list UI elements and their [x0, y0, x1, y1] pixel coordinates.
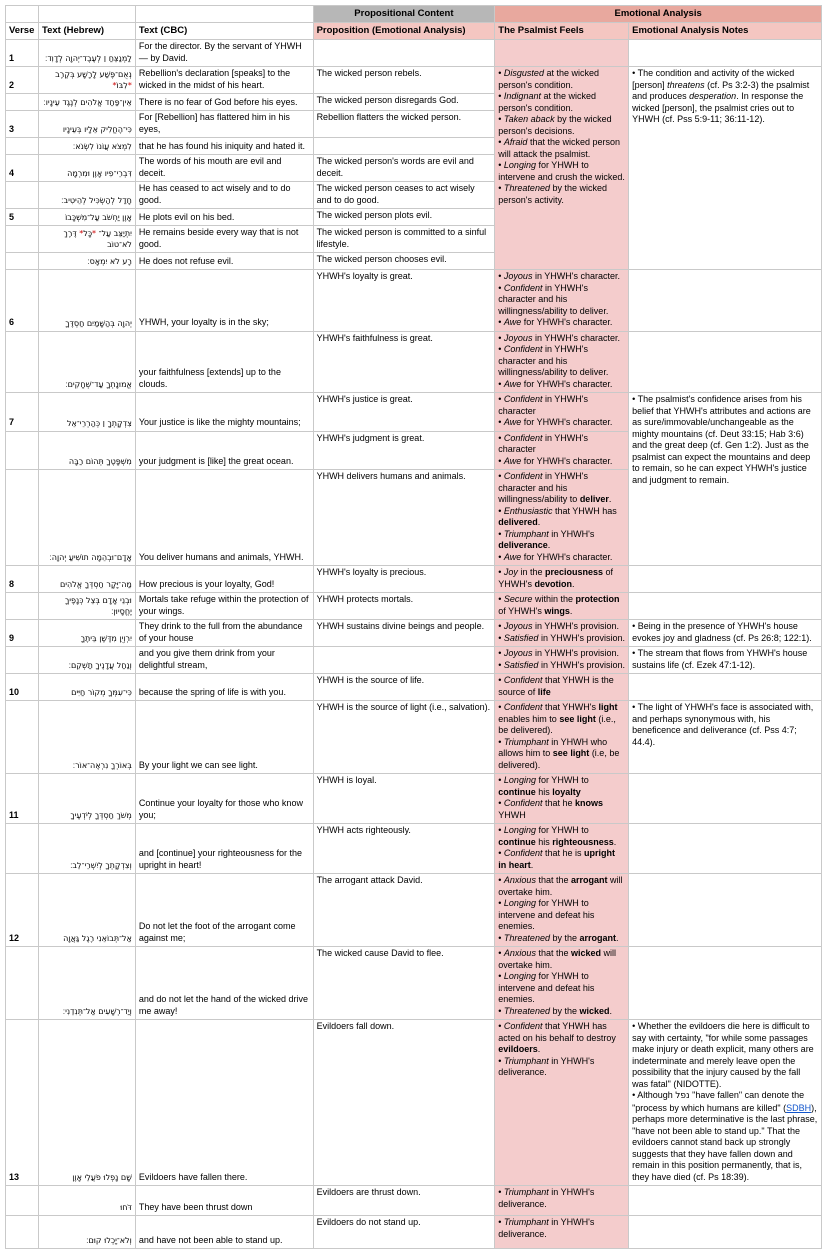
proposition-cell: The wicked person is committed to a sinful lifestyle. — [313, 226, 495, 253]
hebrew-text-cell: צִדְקָתְךָ ׀ כְּהַרְרֵי־אֵל — [38, 393, 135, 432]
notes-cell — [629, 40, 822, 67]
proposition-cell: YHWH is the source of life. — [313, 674, 495, 701]
bullet-item: • Triumphant in YHWH's deliverance. — [498, 1187, 595, 1209]
bullet-item: • Longing for YHWH to intervene and crush the wicked. — [498, 160, 625, 182]
hebrew-text-cell: וְצִדְקָתְךָ לְיִשְׁרֵי־לֵב׃ — [38, 824, 135, 874]
bullet-item: • Confident that YHWH has acted on his behalf to destroy evildoers. — [498, 1021, 616, 1054]
hebrew-text-cell: מְשֹׁךְ חַסְדְּךָ לְיֹדְעֶיךָ — [38, 774, 135, 824]
bullet-item: • Awe for YHWH's character. — [498, 417, 613, 427]
cbc-text-cell: He does not refuse evil. — [135, 253, 313, 270]
cbc-text-cell: Do not let the foot of the arrogant come against me; — [135, 874, 313, 947]
bullet-item: • The condition and activity of the wicked [person] threatens (cf. Ps 3:2-3) the psalmist and produces desperation. In response the wicked [person], the psalmist cries out to YHWH (cf. Pss 5:9-11; 36:11-12). — [632, 68, 810, 124]
hebrew-text-cell: וְנַחַל עֲדָנֶיךָ תַשְׁקֵם׃ — [38, 647, 135, 674]
bullet-item: • Enthusiastic that YHWH has delivered. — [498, 505, 617, 527]
hebrew-text-cell: לִמְצֹא עֲוֹנוֹ לִשְׂנֹא׃ — [38, 138, 135, 155]
verse-cell: 6 — [6, 270, 39, 332]
verse-cell: 1 — [6, 40, 39, 67]
group-header-row — [6, 6, 822, 23]
bullet-item: • The psalmist's confidence arises from his belief that YHWH's attributes and actions are as sure/immovable/unchangeable as the mighty mountains (cf. Deut 33:15; Hab 3:6) and the great deep (cf. Gen 1:2). Just as the psalmist can expect the mountains and deep to remain, so he can expect YHWH's justice and judgment to remain. — [632, 394, 811, 485]
proposition-cell — [313, 40, 495, 67]
verse-cell — [6, 1186, 39, 1216]
notes-cell — [629, 566, 822, 593]
proposition-cell: The wicked person plots evil. — [313, 209, 495, 226]
table-row — [6, 331, 822, 393]
hebrew-text-cell: נְאֻם־פֶּשַׁע לָרָשָׁע בְּקֶרֶב *לִבּוֹ* — [38, 67, 135, 94]
cbc-text-cell: Mortals take refuge within the protection of your wings. — [135, 593, 313, 620]
verse-cell — [6, 226, 39, 253]
verse-cell: 9 — [6, 620, 39, 647]
verse-cell: 11 — [6, 774, 39, 824]
cbc-text-cell: They have been thrust down — [135, 1186, 313, 1216]
verse-cell: 4 — [6, 155, 39, 182]
psalmist-feels-cell — [495, 620, 629, 647]
verse-cell: 7 — [6, 393, 39, 432]
verse-cell: 5 — [6, 209, 39, 226]
verse-cell — [6, 1216, 39, 1249]
hebrew-text-cell: אָוֶן יַחְשֹׁב עַל־מִשְׁכָּבוֹ — [38, 209, 135, 226]
psalmist-feels-column-header: The Psalmist Feels — [495, 23, 629, 40]
blank-header-cell — [135, 6, 313, 23]
bullet-item: • Confident that YHWH's light enables him to see light (i.e., be delivered). — [498, 702, 618, 735]
cbc-text-cell: You deliver humans and animals, YHWH. — [135, 470, 313, 566]
verse-cell — [6, 593, 39, 620]
psalmist-feels-cell — [495, 393, 629, 432]
verse-cell — [6, 647, 39, 674]
proposition-cell: YHWH sustains divine beings and people. — [313, 620, 495, 647]
table-row — [6, 1216, 822, 1249]
notes-cell — [629, 593, 822, 620]
verse-cell: 12 — [6, 874, 39, 947]
notes-cell — [629, 947, 822, 1020]
cbc-text-cell: By your light we can see light. — [135, 701, 313, 774]
bullet-item: • Longing for YHWH to continue his loyalty — [498, 775, 589, 797]
cbc-text-cell: For [Rebellion] has flattered him in his eyes, — [135, 111, 313, 138]
cbc-text-cell: and you give them drink from your delightful stream, — [135, 647, 313, 674]
bullet-item: • Joyous in YHWH's character. — [498, 332, 621, 343]
bullet-item: • Triumphant in YHWH's deliverance. — [498, 1217, 595, 1239]
notes-cell — [629, 331, 822, 393]
bullet-item: • The light of YHWH's face is associated with, and perhaps synonymous with, his beneficence and deliverance (cf. Pss 4:7; 44.4). — [632, 702, 814, 747]
hebrew-text-cell: מִשְׁפָּטֶךָ תְּהוֹם רַבָּה — [38, 431, 135, 470]
hebrew-text-cell: וְיַד־רְשָׁעִים אַל־תְּנִדֵנִי׃ — [38, 947, 135, 1020]
cbc-text-cell: He has ceased to act wisely and to do good. — [135, 182, 313, 209]
proposition-cell: The wicked person chooses evil. — [313, 253, 495, 270]
hebrew-text-cell: חָדַל לְהַשְׂכִּיל לְהֵיטִיב׃ — [38, 182, 135, 209]
proposition-cell — [313, 138, 495, 155]
bullet-item: • Satisfied in YHWH's provision. — [498, 659, 626, 670]
table-row — [6, 393, 822, 432]
cbc-text-cell: and have not been able to stand up. — [135, 1216, 313, 1249]
cbc-text-cell: Your justice is like the mighty mountains; — [135, 393, 313, 432]
psalmist-feels-cell — [495, 647, 629, 674]
cbc-column-header: Text (CBC) — [135, 23, 313, 40]
cbc-text-cell: For the director. By the servant of YHWH — by David. — [135, 40, 313, 67]
proposition-cell: YHWH's loyalty is great. — [313, 270, 495, 332]
bullet-item: • Indignant at the wicked person's condition. — [498, 91, 596, 113]
psalmist-feels-cell — [495, 947, 629, 1020]
proposition-cell: YHWH's justice is great. — [313, 393, 495, 432]
hebrew-text-cell: וְלֹא־יָכְלוּ קוּם׃ — [38, 1216, 135, 1249]
table-row — [6, 566, 822, 593]
proposition-cell: The wicked person rebels. — [313, 67, 495, 94]
propositional-content-group-header: Propositional Content — [313, 6, 495, 23]
notes-cell — [629, 393, 822, 566]
bullet-item: • Threatened by the wicked. — [498, 1005, 613, 1016]
bullet-item: • Joy in the preciousness of YHWH's devotion. — [498, 567, 614, 589]
sdbh-link[interactable]: SDBH — [786, 1102, 812, 1113]
verse-cell — [6, 331, 39, 393]
table-row — [6, 647, 822, 674]
proposition-cell: The wicked person ceases to act wisely and to do good. — [313, 182, 495, 209]
psalmist-feels-cell — [495, 331, 629, 393]
hebrew-text-cell: יִרְוְיֻן מִדֶּשֶׁן בֵּיתֶךָ — [38, 620, 135, 647]
bullet-item: • Threatened by the wicked person's activity. — [498, 183, 607, 205]
bullet-item: • Joyous in YHWH's provision. — [498, 621, 620, 631]
psalmist-feels-cell — [495, 67, 629, 270]
verse-cell — [6, 947, 39, 1020]
hebrew-text-cell: וּבְנֵי אָדָם בְּצֵל כְּנָפֶיךָ יֶחֱסָיוּן׃ — [38, 593, 135, 620]
proposition-cell: The arrogant attack David. — [313, 874, 495, 947]
notes-cell — [629, 620, 822, 647]
verse-cell: 8 — [6, 566, 39, 593]
blank-header-cell — [6, 6, 39, 23]
bullet-item: • Taken aback by the wicked person's decisions. — [498, 114, 612, 136]
blank-header-cell — [38, 6, 135, 23]
table-row — [6, 270, 822, 332]
proposition-cell: Evildoers are thrust down. — [313, 1186, 495, 1216]
proposition-column-header: Proposition (Emotional Analysis) — [313, 23, 495, 40]
proposition-cell: Rebellion flatters the wicked person. — [313, 111, 495, 138]
psalmist-feels-cell — [495, 40, 629, 67]
notes-cell — [629, 774, 822, 824]
psalmist-feels-cell — [495, 874, 629, 947]
bullet-item: • Joyous in YHWH's character. — [498, 271, 621, 281]
hebrew-text-cell: יְהוָה בְּהַשָּׁמַיִם חַסְדֶּךָ — [38, 270, 135, 332]
verse-cell — [6, 138, 39, 155]
hebrew-text-cell: שָׁם נָפְלוּ פֹעֲלֵי אָוֶן — [38, 1020, 135, 1186]
notes-cell — [629, 701, 822, 774]
notes-column-header: Emotional Analysis Notes — [629, 23, 822, 40]
psalmist-feels-cell — [495, 824, 629, 874]
hebrew-text-cell: דֹּחוּ — [38, 1186, 135, 1216]
analysis-table — [5, 5, 822, 1249]
cbc-text-cell: because the spring of life is with you. — [135, 674, 313, 701]
verse-cell — [6, 182, 39, 209]
hebrew-text-cell: דִּבְרֵי־פִיו אָוֶן וּמִרְמָה — [38, 155, 135, 182]
hebrew-column-header: Text (Hebrew) — [38, 23, 135, 40]
proposition-cell: YHWH delivers humans and animals. — [313, 470, 495, 566]
proposition-cell: YHWH is loyal. — [313, 774, 495, 824]
proposition-cell: YHWH's faithfulness is great. — [313, 331, 495, 393]
cbc-text-cell: that he has found his iniquity and hated it. — [135, 138, 313, 155]
proposition-cell: Evildoers fall down. — [313, 1020, 495, 1186]
hebrew-text-cell: אַל־תְּבוֹאֵנִי רֶגֶל גַּאֲוָה — [38, 874, 135, 947]
table-row — [6, 67, 822, 94]
verse-cell: 2 — [6, 67, 39, 94]
verse-cell — [6, 94, 39, 111]
emotional-analysis-group-header: Emotional Analysis — [495, 6, 822, 23]
psalmist-feels-cell — [495, 1020, 629, 1186]
bullet-item: • Whether the evildoers die here is difficult to say with certainty, "for while some passages make injury or death explicit, many others are indeterminate and merely leave open the possibility that the injury caused by the fall was fatal" (NIDOTTE). — [632, 1021, 814, 1089]
proposition-cell: The wicked person's words are evil and deceit. — [313, 155, 495, 182]
cbc-text-cell: The words of his mouth are evil and deceit. — [135, 155, 313, 182]
psalmist-feels-cell — [495, 1186, 629, 1216]
notes-cell — [629, 674, 822, 701]
cbc-text-cell: and do not let the hand of the wicked drive me away! — [135, 947, 313, 1020]
proposition-cell: YHWH is the source of light (i.e., salvation). — [313, 701, 495, 774]
proposition-cell: YHWH's judgment is great. — [313, 431, 495, 470]
hebrew-text-cell: מַה־יָּקָר חַסְדְּךָ אֱלֹהִים — [38, 566, 135, 593]
table-row — [6, 1186, 822, 1216]
hebrew-text-cell: כִּי־עִמְּךָ מְקוֹר חַיִּים — [38, 674, 135, 701]
notes-cell — [629, 874, 822, 947]
hebrew-text-cell: יִתְיַצֵּב עַל־ *כָּל* דֶּרֶךְ לֹא־טוֹב — [38, 226, 135, 253]
verse-cell: 13 — [6, 1020, 39, 1186]
bullet-item: • Secure within the protection of YHWH's wings. — [498, 594, 620, 616]
bullet-item: • Confident that he knows YHWH — [498, 798, 603, 820]
bullet-item: • Awe for YHWH's character. — [498, 378, 613, 389]
bullet-item: • Longing for YHWH to intervene and defeat his enemies. — [498, 898, 595, 931]
proposition-cell: Evildoers do not stand up. — [313, 1216, 495, 1249]
bullet-item: • Confident in YHWH's character — [498, 394, 589, 416]
notes-cell — [629, 1186, 822, 1216]
bullet-item: • Confident in YHWH's character and his willingness/ability to deliver. — [498, 344, 609, 377]
notes-cell — [629, 647, 822, 674]
proposition-cell: YHWH acts righteously. — [313, 824, 495, 874]
table-row — [6, 947, 822, 1020]
bullet-item: • Triumphant in YHWH's deliverance. — [498, 1055, 595, 1077]
bullet-item: • Afraid that the wicked person will attack the psalmist. — [498, 137, 620, 159]
psalmist-feels-cell — [495, 470, 629, 566]
table-row — [6, 774, 822, 824]
proposition-cell: The wicked person disregards God. — [313, 94, 495, 111]
psalmist-feels-cell — [495, 674, 629, 701]
table-row — [6, 824, 822, 874]
bullet-item: • Although נפל "have fallen" can denote the "process by which humans are killed" (SDBH), perhaps more determinative is the last phrase, "have not been able to stand up." That the evildoers cannot stand back up strongly suggests that they have fallen down and remain in this position permanently, that is, they have died (cf. Ps 18:39). — [632, 1090, 818, 1182]
bullet-item: • Triumphant in YHWH who allows him to see light (i.e, be delivered). — [498, 736, 620, 770]
hebrew-text-cell: אָדָם־וּבְהֵמָה תוֹשִׁיעַ יְהוָה׃ — [38, 470, 135, 566]
cbc-text-cell: Evildoers have fallen there. — [135, 1020, 313, 1186]
hebrew-text-cell: אֵין־פַּחַד אֱלֹהִים לְנֶגֶד עֵינָיו׃ — [38, 94, 135, 111]
notes-cell — [629, 824, 822, 874]
cbc-text-cell: your judgment is [like] the great ocean. — [135, 431, 313, 470]
bullet-item: • Threatened by the arrogant. — [498, 932, 619, 943]
hebrew-text-cell: לַמְנַצֵּחַ ׀ לְעֶבֶד־יְהוָה לְדָוִד׃ — [38, 40, 135, 67]
bullet-item: • Confident in YHWH's character and his willingness/ability to deliver. — [498, 471, 612, 504]
bullet-item: • Longing for YHWH to continue his righteousness. — [498, 825, 617, 847]
table-row — [6, 674, 822, 701]
notes-cell — [629, 270, 822, 332]
verse-cell: 10 — [6, 674, 39, 701]
bullet-item: • Confident that he is upright in heart. — [498, 848, 615, 870]
verse-cell — [6, 470, 39, 566]
notes-cell — [629, 1216, 822, 1249]
cbc-text-cell: YHWH, your loyalty is in the sky; — [135, 270, 313, 332]
psalmist-feels-cell — [495, 593, 629, 620]
table-row — [6, 593, 822, 620]
verse-cell — [6, 253, 39, 270]
bullet-item: • Longing for YHWH to intervene and defeat his enemies. — [498, 971, 595, 1004]
bullet-item: • Confident in YHWH's character — [498, 432, 589, 454]
cbc-text-cell: He remains beside every way that is not good. — [135, 226, 313, 253]
table-row — [6, 701, 822, 774]
notes-cell — [629, 1020, 822, 1186]
cbc-text-cell: Rebellion's declaration [speaks] to the wicked in the midst of his heart. — [135, 67, 313, 94]
psalmist-feels-cell — [495, 774, 629, 824]
bullet-item: • Awe for YHWH's character. — [498, 551, 613, 562]
bullet-item: • Awe for YHWH's character. — [498, 317, 613, 327]
hebrew-text-cell: בְּאוֹרְךָ נִרְאֶה־אוֹר׃ — [38, 701, 135, 774]
proposition-cell: YHWH's loyalty is precious. — [313, 566, 495, 593]
psalmist-feels-cell — [495, 566, 629, 593]
bullet-item: • Confident in YHWH's character and his willingness/ability to deliver. — [498, 282, 609, 316]
cbc-text-cell: They drink to the full from the abundance of your house — [135, 620, 313, 647]
psalmist-feels-cell — [495, 1216, 629, 1249]
proposition-cell: YHWH protects mortals. — [313, 593, 495, 620]
cbc-text-cell: Continue your loyalty for those who know you; — [135, 774, 313, 824]
cbc-text-cell: How precious is your loyalty, God! — [135, 566, 313, 593]
bullet-item: • Anxious that the arrogant will overtake him. — [498, 875, 623, 897]
hebrew-text-cell: כִּי־הֶחֱלִיק אֵלָיו בְּעֵינָיו — [38, 111, 135, 138]
bullet-item: • Joyous in YHWH's provision. — [498, 648, 620, 658]
verse-cell: 3 — [6, 111, 39, 138]
cbc-text-cell: There is no fear of God before his eyes. — [135, 94, 313, 111]
cbc-text-cell: and [continue] your righteousness for the upright in heart! — [135, 824, 313, 874]
notes-cell — [629, 67, 822, 270]
cbc-text-cell: He plots evil on his bed. — [135, 209, 313, 226]
bullet-item: • Triumphant in YHWH's deliverance. — [498, 528, 595, 550]
table-row — [6, 40, 822, 67]
bullet-item: • The stream that flows from YHWH's house sustains life (cf. Ezek 47:1-12). — [632, 648, 808, 670]
cbc-text-cell: your faithfulness [extends] up to the clouds. — [135, 331, 313, 393]
bullet-item: • Awe for YHWH's character. — [498, 455, 613, 466]
verse-cell — [6, 431, 39, 470]
verse-cell — [6, 701, 39, 774]
bullet-item: • Disgusted at the wicked person's condition. — [498, 68, 599, 90]
verse-cell — [6, 824, 39, 874]
table-row — [6, 620, 822, 647]
column-header-row — [6, 23, 822, 40]
psalmist-feels-cell — [495, 270, 629, 332]
bullet-item: • Anxious that the wicked will overtake him. — [498, 948, 616, 970]
bullet-item: • Being in the presence of YHWH's house evokes joy and gladness (cf. Ps 26:8; 122:1). — [632, 621, 812, 643]
psalmist-feels-cell — [495, 431, 629, 470]
hebrew-text-cell: אֱמוּנָתְךָ עַד־שְׁחָקִים׃ — [38, 331, 135, 393]
psalmist-feels-cell — [495, 701, 629, 774]
hebrew-text-cell: רָע לֹא יִמְאָס׃ — [38, 253, 135, 270]
table-row — [6, 1020, 822, 1186]
verse-column-header: Verse — [6, 23, 39, 40]
bullet-item: • Confident that YHWH is the source of life — [498, 675, 614, 697]
table-row — [6, 874, 822, 947]
proposition-cell: The wicked cause David to flee. — [313, 947, 495, 1020]
bullet-item: • Satisfied in YHWH's provision. — [498, 632, 626, 643]
proposition-cell — [313, 647, 495, 674]
